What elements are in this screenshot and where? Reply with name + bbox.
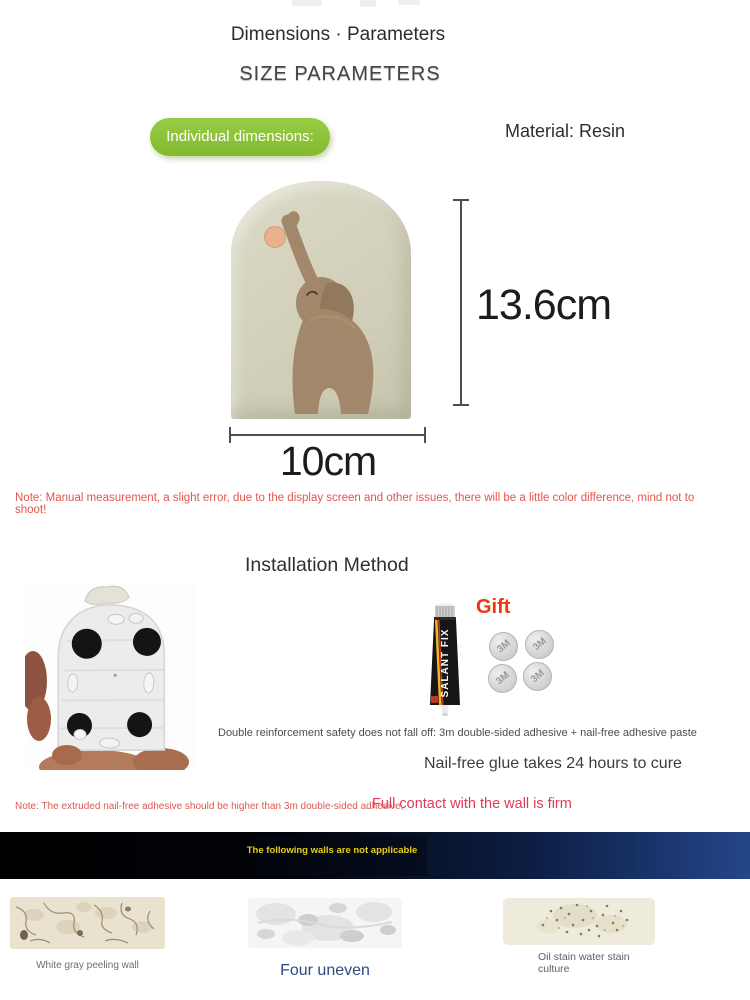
page-subtitle: SIZE PARAMETERS xyxy=(239,63,441,85)
glue-tube-icon xyxy=(427,603,463,717)
finger-shape xyxy=(27,697,51,741)
height-value: 13.6cm xyxy=(476,281,612,329)
uneven-wall-photo xyxy=(248,898,402,948)
glue-tube-brand-label: SALANT FIX xyxy=(440,628,451,698)
width-dimension-line xyxy=(230,434,426,436)
wall-example-uneven xyxy=(248,898,402,979)
plaque-back-photo xyxy=(25,583,195,770)
height-dimension-bottom-cap xyxy=(453,404,469,406)
adhesive-pad-label: 3M xyxy=(530,635,549,654)
adhesive-pad xyxy=(489,632,518,661)
width-value: 10cm xyxy=(279,438,377,484)
adhesive-pad-label: 3M xyxy=(493,669,512,688)
measurement-note: Note: Manual measurement, a slight error, due to the display screen and other issues, there will be a little color difference, mind not to shoot! xyxy=(15,492,695,516)
stain-wall-photo xyxy=(503,898,655,945)
wall-example-peeling xyxy=(10,897,165,971)
glue-blob xyxy=(74,729,87,740)
page-title: Dimensions · Parameters xyxy=(230,24,446,45)
fingertip-shape xyxy=(52,745,82,765)
product-photo xyxy=(231,181,411,419)
wall-caption: Four uneven xyxy=(280,962,370,979)
glue-blob xyxy=(108,614,125,625)
wall-caption: Oil stain water stain culture xyxy=(538,951,630,975)
adhesive-pad-label: 3M xyxy=(494,637,513,656)
top-cropped-text-fragment xyxy=(292,0,322,6)
top-cropped-text-fragment xyxy=(398,0,420,5)
installation-title: Installation Method xyxy=(245,554,409,576)
individual-dimensions-badge: Individual dimensions: xyxy=(150,118,330,156)
adhesive-pad xyxy=(525,630,554,659)
installation-description: Double reinforcement safety does not fall off: 3m double-sided adhesive + nail-free adhesive paste xyxy=(218,727,697,739)
banner-text: The following walls are not applicable xyxy=(246,845,418,856)
cure-note: Nail-free glue takes 24 hours to cure xyxy=(424,755,682,772)
elephant-body xyxy=(292,309,373,414)
top-cropped-text-fragment xyxy=(360,0,376,7)
material-label: Material: Resin xyxy=(505,121,626,141)
adhesive-pad xyxy=(523,662,552,691)
wall-example-stain xyxy=(503,898,655,975)
adhesive-pad xyxy=(488,664,517,693)
gift-label: Gift xyxy=(476,596,511,618)
ball-shape xyxy=(265,227,286,248)
peeling-wall-photo xyxy=(10,897,165,949)
extruded-adhesive-note: Note: The extruded nail-free adhesive should be higher than 3m double-sided adhesive, xyxy=(15,801,404,812)
adhesive-pad-label: 3M xyxy=(528,667,547,686)
glue-tube xyxy=(427,603,463,717)
installation-photo-plaque-back xyxy=(25,583,195,770)
glue-blob xyxy=(129,613,144,624)
wall-caption: White gray peeling wall xyxy=(36,960,139,971)
firm-contact-note: Full contact with the wall is firm xyxy=(372,796,572,812)
height-dimension-line xyxy=(460,200,462,405)
elephant-relief-illustration xyxy=(231,181,411,419)
